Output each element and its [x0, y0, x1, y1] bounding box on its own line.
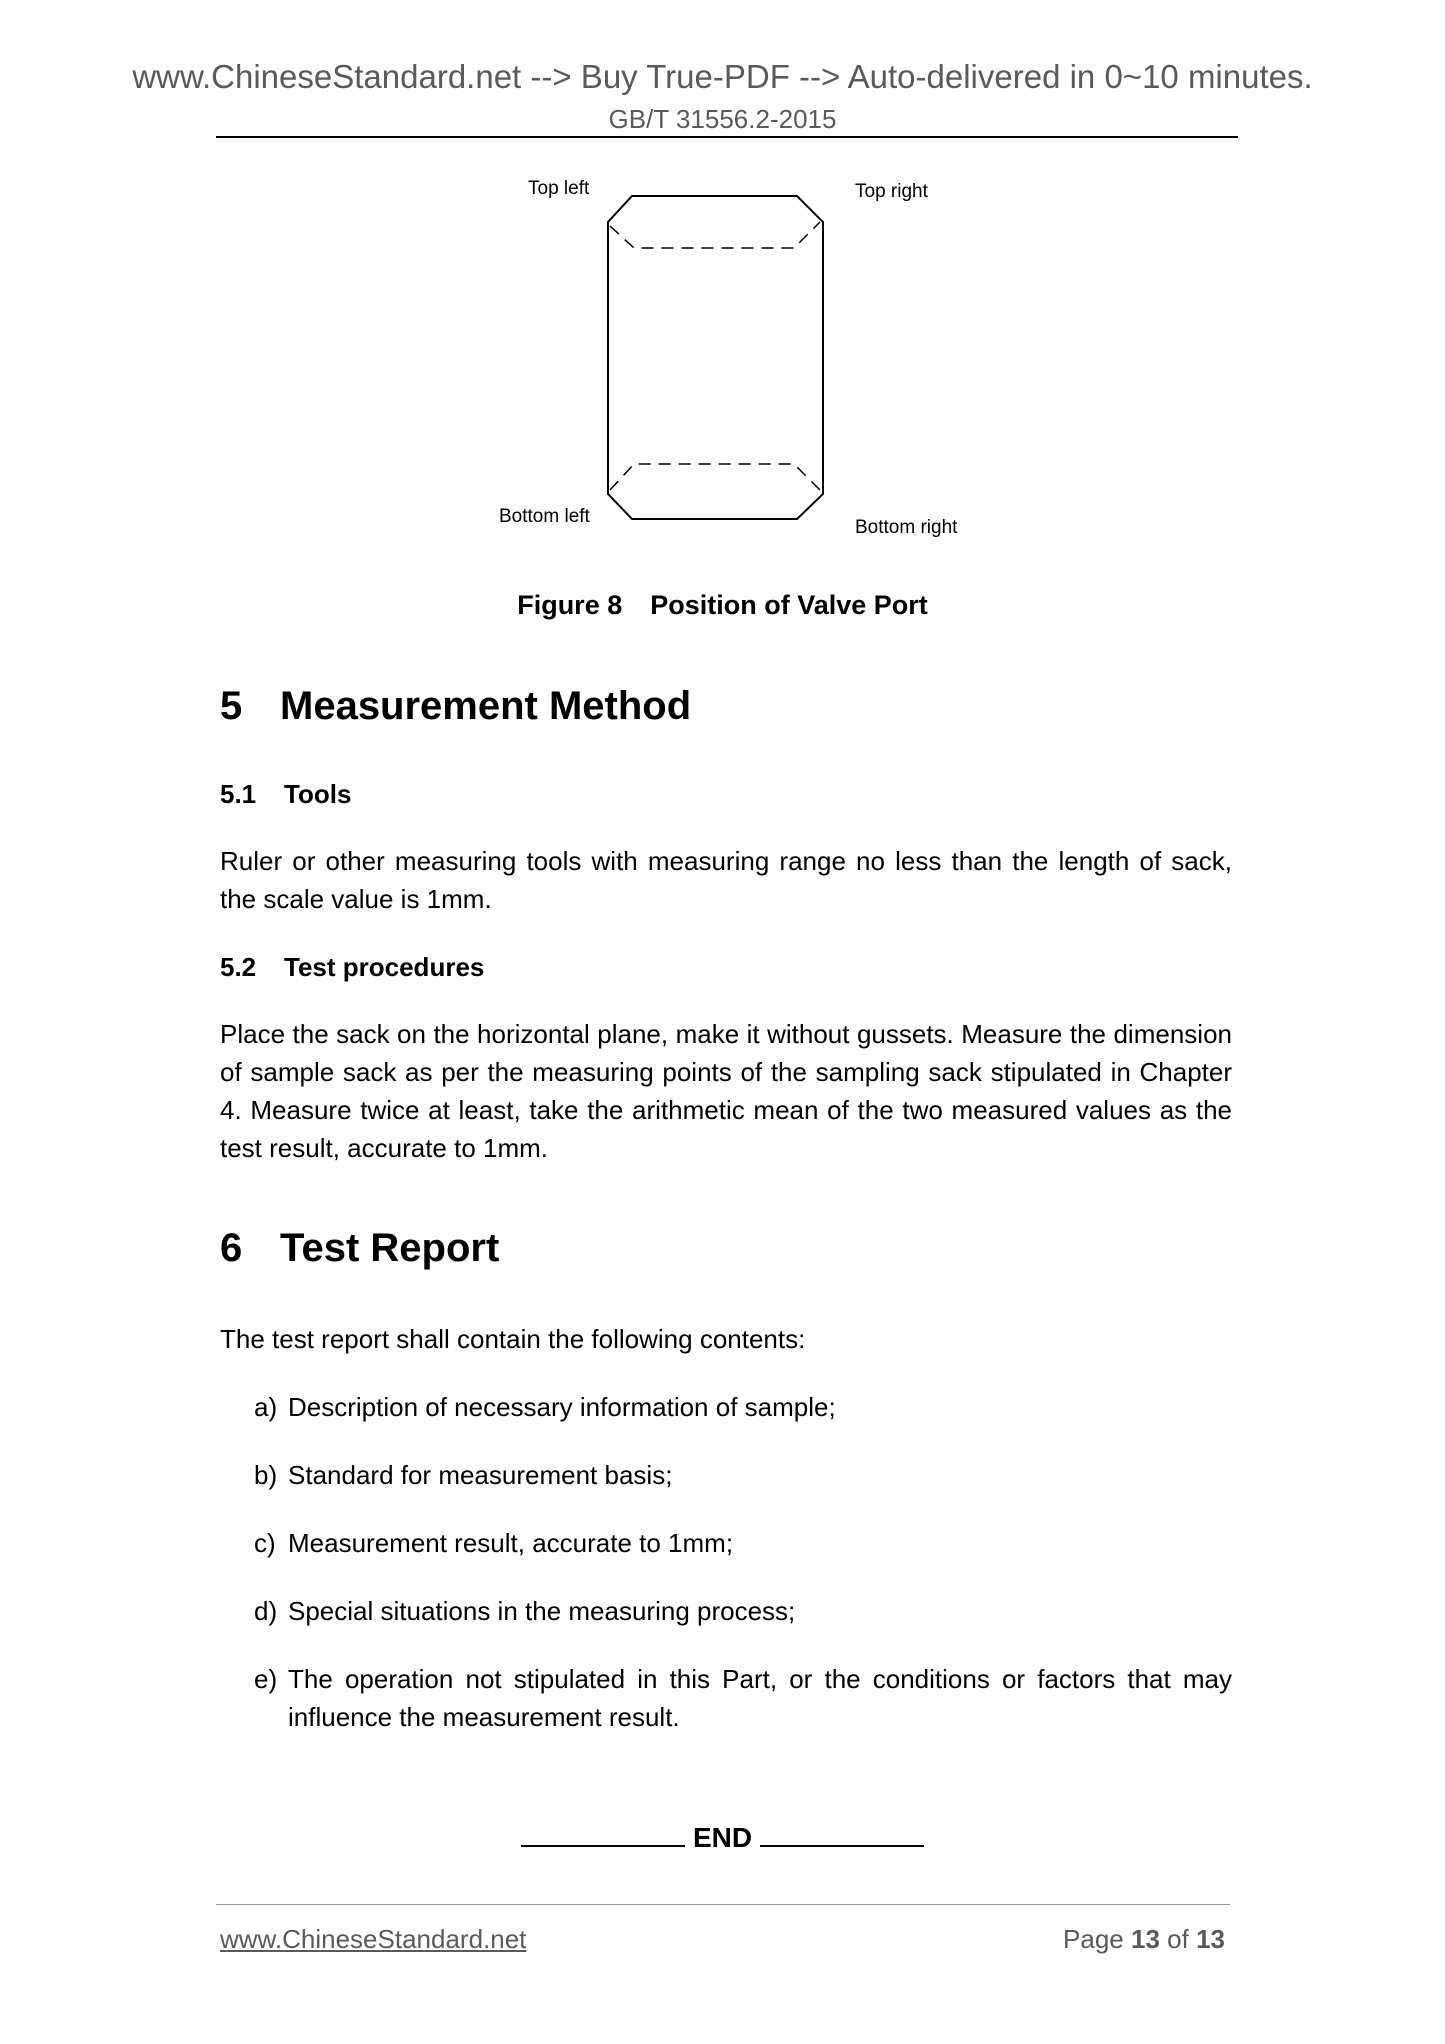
section-5-number: 5	[220, 684, 243, 728]
top-banner: www.ChineseStandard.net --> Buy True-PDF --> Auto-delivered in 0~10 minutes.	[132, 58, 1313, 95]
label-bottom-left: Bottom left	[499, 506, 590, 527]
tools-paragraph: Ruler or other measuring tools with measuring range no less than the length of sack, the scale value is 1mm.	[220, 846, 1232, 914]
end-text: END	[692, 1822, 753, 1853]
list-marker: e)	[254, 1664, 278, 1694]
page-current: 13	[1131, 1924, 1160, 1954]
bottom-valve-dashed	[610, 464, 820, 490]
valve-port-figure	[480, 160, 1000, 550]
label-bottom-right: Bottom right	[855, 517, 958, 538]
label-top-left: Top left	[528, 178, 590, 199]
end-rule-left	[521, 1823, 685, 1847]
list-item-text: The operation not stipulated in this Part, or the conditions or factors that may influence the measurement result.	[288, 1664, 1232, 1732]
list-item	[254, 1524, 1232, 1562]
end-marker	[0, 1822, 1445, 1854]
footer-divider	[216, 1904, 1230, 1905]
top-valve-dashed	[610, 222, 820, 248]
footer-site-link[interactable]: www.ChineseStandard.net	[220, 1924, 527, 1954]
list-marker: d)	[254, 1596, 278, 1626]
list-item-text: Measurement result, accurate to 1mm;	[288, 1528, 734, 1558]
subsection-5-2-number: 5.2	[220, 952, 257, 982]
subsection-5-1-heading	[220, 779, 351, 810]
figure-caption	[0, 590, 1445, 621]
section-6-heading	[220, 1226, 499, 1271]
section-5-title: Measurement Method	[280, 684, 692, 728]
page-number	[1063, 1924, 1225, 1955]
list-marker: b)	[254, 1460, 278, 1490]
page-prefix: Page	[1063, 1924, 1124, 1954]
section-6-title: Test Report	[280, 1226, 500, 1270]
page-of: of	[1167, 1924, 1189, 1954]
list-item	[254, 1456, 1232, 1494]
list-item	[254, 1388, 1232, 1426]
standard-code: GB/T 31556.2-2015	[608, 104, 837, 134]
list-item	[254, 1592, 1232, 1630]
header-divider	[216, 136, 1238, 138]
sack-outline	[608, 196, 823, 519]
procedures-paragraph: Place the sack on the horizontal plane, make it without gussets. Measure the dimension of sample sack as per the measuring points of the sampling sack stipulated in Chapter 4. Measure twice at least, take the arithmetic mean of the two measured values as the test result, accurate to 1mm.	[220, 1019, 1232, 1163]
end-rule-right	[760, 1823, 924, 1847]
subsection-5-1-title: Tools	[284, 779, 352, 809]
list-item-text: Description of necessary information of sample;	[288, 1392, 836, 1422]
subsection-5-2-heading	[220, 952, 484, 983]
list-item-text: Special situations in the measuring process;	[288, 1596, 796, 1626]
list-marker: c)	[254, 1528, 276, 1558]
subsection-5-1-number: 5.1	[220, 779, 257, 809]
section-6-number: 6	[220, 1226, 243, 1270]
page-total: 13	[1196, 1924, 1225, 1954]
list-item	[254, 1660, 1232, 1736]
subsection-5-2-title: Test procedures	[284, 952, 485, 982]
figure-number: Figure 8	[517, 590, 623, 620]
section-5-heading	[220, 684, 691, 729]
report-intro: The test report shall contain the following contents:	[220, 1324, 806, 1354]
label-top-right: Top right	[855, 181, 928, 202]
list-marker: a)	[254, 1392, 278, 1422]
list-item-text: Standard for measurement basis;	[288, 1460, 673, 1490]
figure-title: Position of Valve Port	[650, 590, 928, 620]
